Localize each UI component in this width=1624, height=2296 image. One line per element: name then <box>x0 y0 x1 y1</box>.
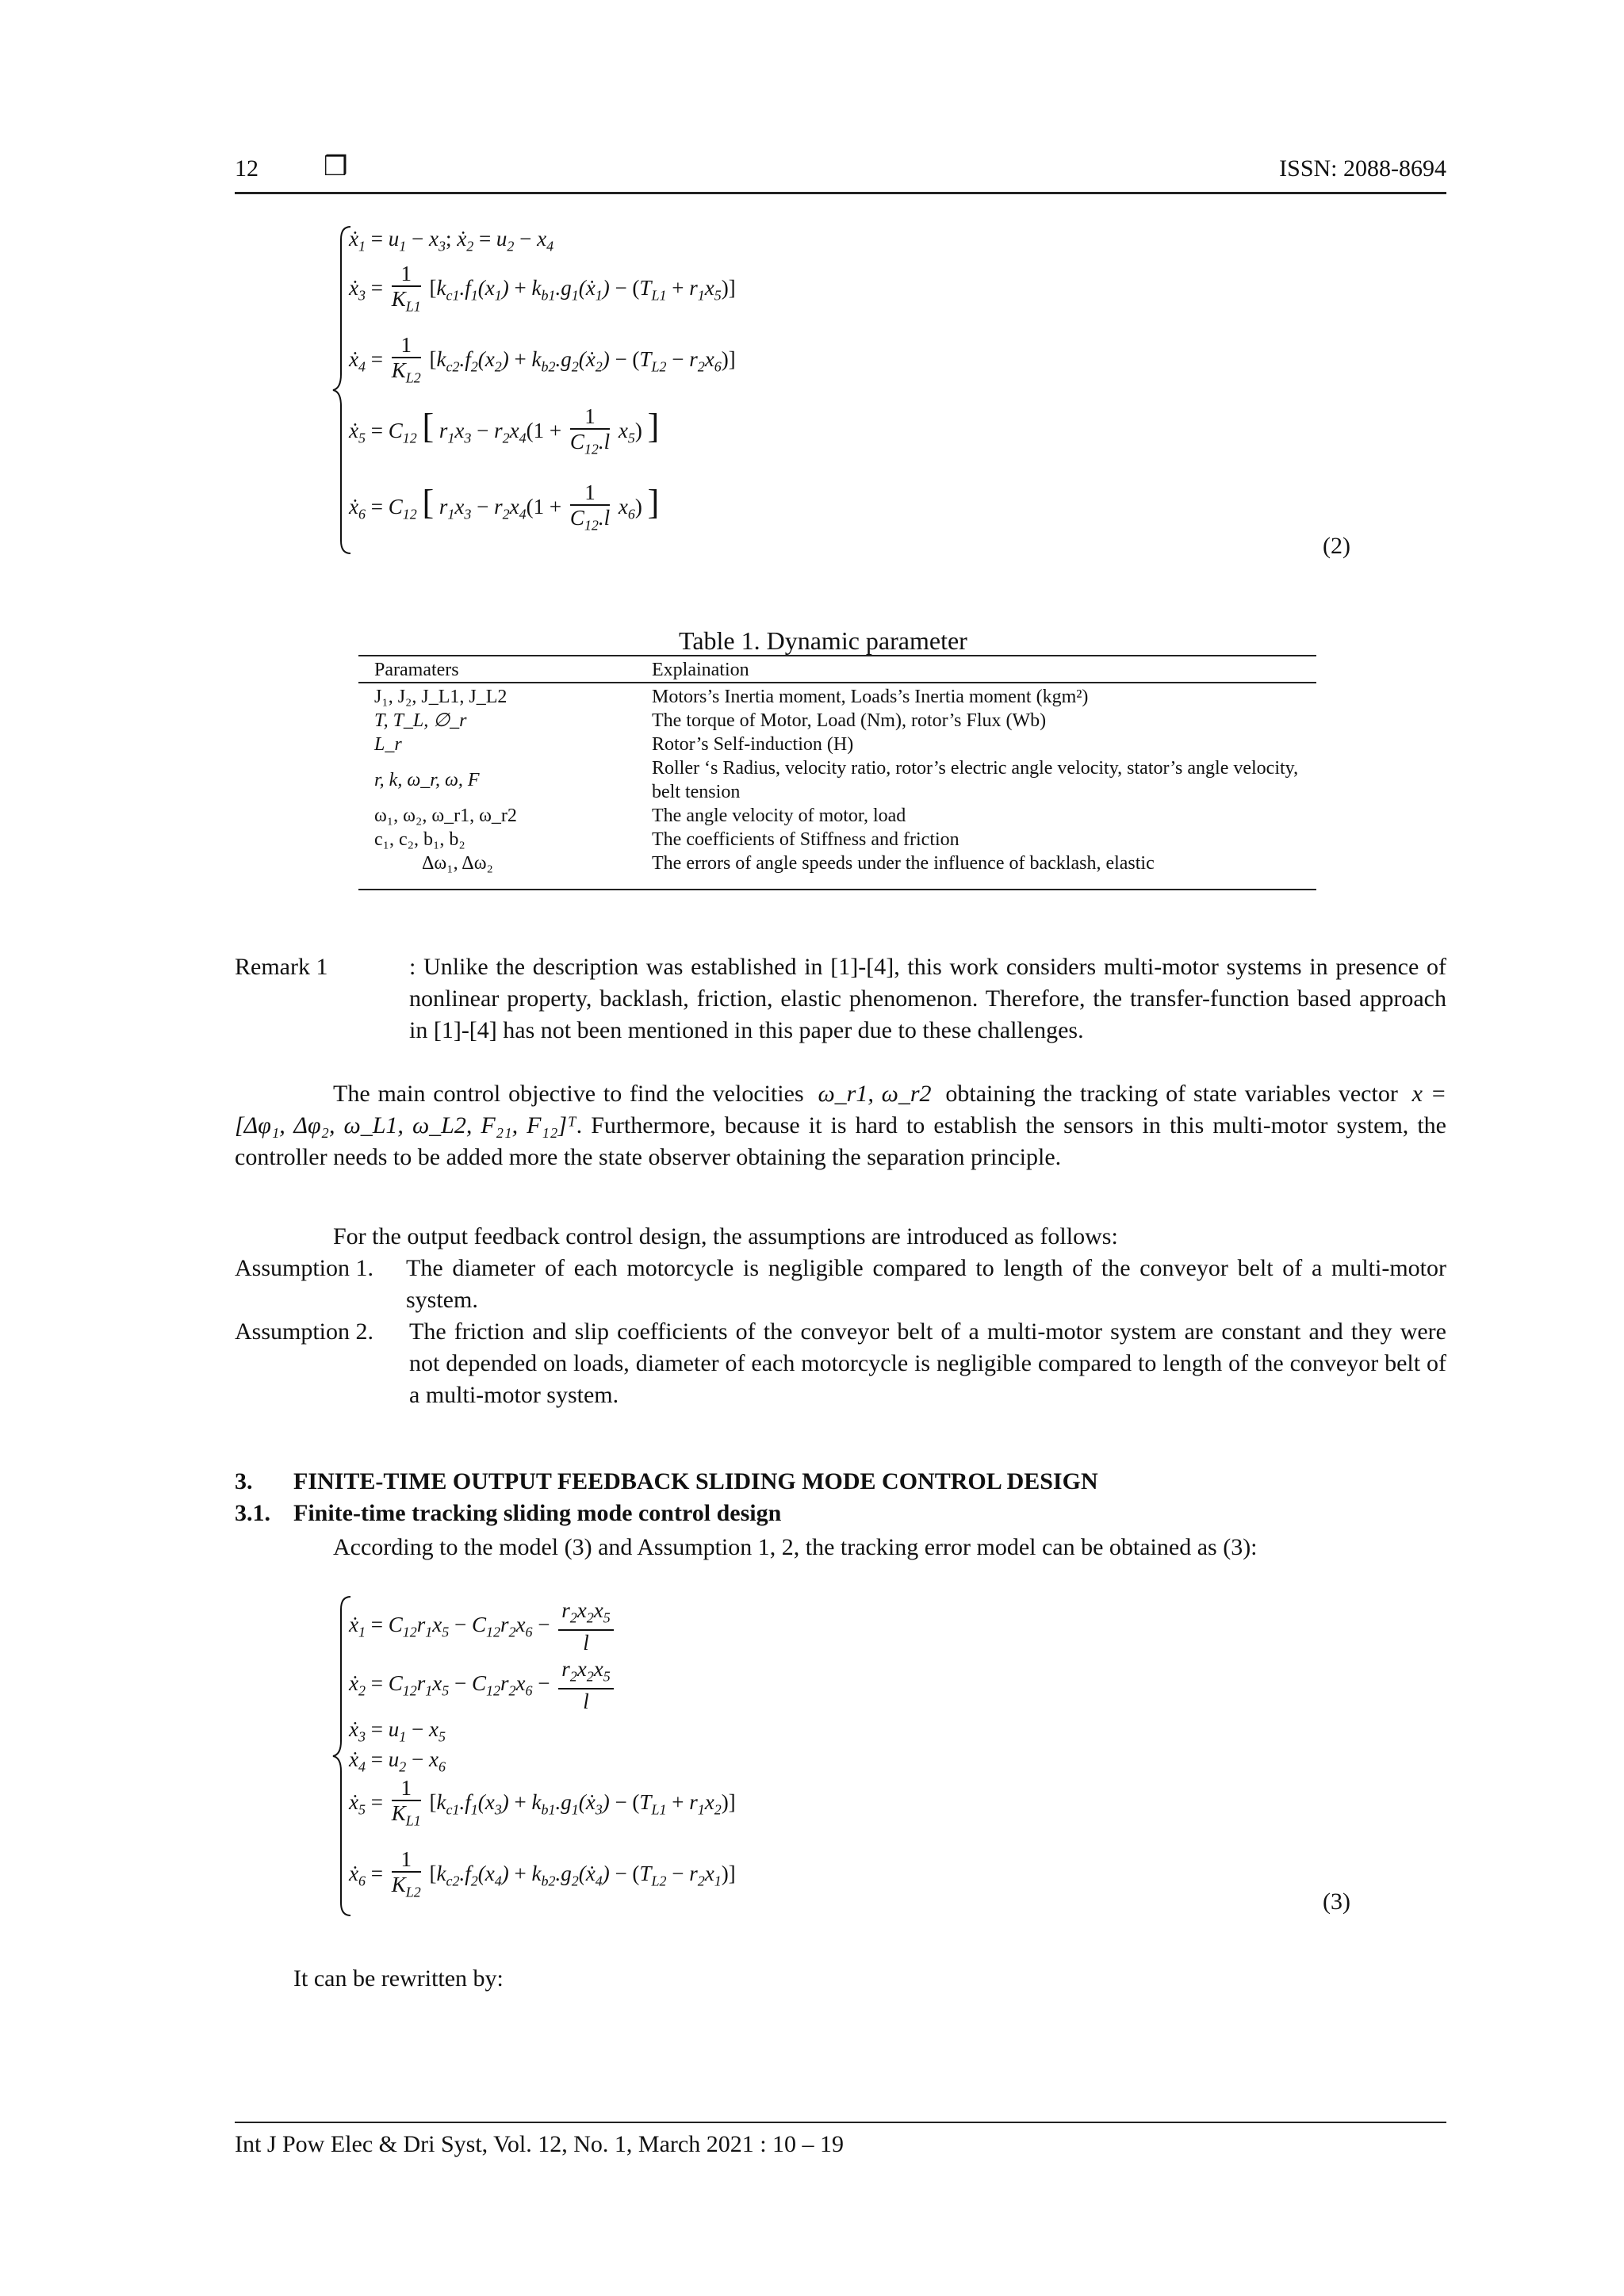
eq3-line-4: ẋ$_4$ = $u_2 - x_6$ <box>349 1747 446 1775</box>
table-header-row <box>366 658 1316 682</box>
assumption-2-text: The friction and slip coefficients of the conveyor belt of a multi-motor system are constant and they were not depended on loads, diameter of each motorcycle is negligible compared to length of the conveyor belt of a multi-motor system. <box>409 1318 1446 1408</box>
table-cell-param: J₁, J₂, J_L1, J_L2 <box>374 687 508 707</box>
table-cell-param: c₁, c₂, b₁, b₂ <box>374 829 465 850</box>
table-cell-param: L_r <box>374 734 402 755</box>
eq3-line-5: ẋ$_5$ = $\frac{1}{K_{L1}}$ [$k_{c1}.f_1(x_3)$ + $k_{b1}.g_1(ẋ_3) - (T_{L1} + r_1x_2)$] <box>349 1776 736 1829</box>
remark-text: : Unlike the description was established in [1]-[4], this work considers multi-motor systems in presence of nonlinear property, backlash, friction, elastic phenomenon. Therefore, the transfer-function based approach in [1]-[4] has not been mentioned in this paper due to these challenges. <box>409 954 1446 1043</box>
objective-paragraph <box>235 1078 1446 1173</box>
box-icon: ❒ <box>324 152 348 182</box>
table-row <box>366 709 1316 733</box>
objective-vector: x = [Δφ₁, Δφ₂, ω_L1, ω_L2, F₂₁, F₁₂]ᵀ <box>235 1081 1447 1138</box>
footer-rule <box>235 2122 1446 2123</box>
remark-label: Remark 1 <box>235 954 328 980</box>
footer-citation: Int J Pow Elec & Dri Syst, Vol. 12, No. 1, March 2021 : 10 – 19 <box>235 2131 845 2157</box>
eq2-line-2: ẋ$_3$ = $\frac{1}{K_{L1}}$ [$k_{c1}.f_1(x_1)$ + $k_{b1}.g_1(ẋ_1) - (T_{L1} + r_1x_5)$] <box>349 262 736 315</box>
table-cell-param: Δω₁, Δω₂ <box>422 853 493 874</box>
table-bottom-rule <box>358 889 1316 890</box>
table-row <box>366 733 1316 756</box>
section-3-number: 3. <box>235 1468 253 1494</box>
objective-part1: The main control objective to find the velocities <box>333 1081 804 1107</box>
table-1-caption: Table 1. Dynamic parameter <box>679 626 967 655</box>
table-row <box>366 685 1316 709</box>
section-3-1-intro: According to the model (3) and Assumption 1, 2, the tracking error model can be obtained as (3): <box>333 1534 1258 1560</box>
table-cell-explain: The angle velocity of motor, load <box>652 806 906 826</box>
page-number: 12 <box>235 155 259 182</box>
assumptions-intro: For the output feedback control design, the assumptions are introduced as follows: <box>333 1223 1118 1249</box>
table-cell-explain: The torque of Motor, Load (Nm), rotor’s Flux (Wb) <box>652 710 1047 731</box>
table-cell-explain: Rotor’s Self-induction (H) <box>652 734 854 755</box>
assumption-2-label: Assumption 2. <box>235 1318 374 1345</box>
table-row <box>366 804 1316 828</box>
assumption-1-text: The diameter of each motorcycle is negligible compared to length of the conveyor belt of a multi-motor system. <box>406 1255 1446 1313</box>
eq2-line-3: ẋ$_4$ = $\frac{1}{K_{L2}}$ [$k_{c2}.f_2(x_2)$ + $k_{b2}.g_2(ẋ_2) - (T_{L2} - r_2x_6)$] <box>349 333 736 386</box>
header-rule <box>235 192 1446 194</box>
assumption-1-label: Assumption 1. <box>235 1255 374 1281</box>
table-cell-explain: The coefficients of Stiffness and friction <box>652 829 959 850</box>
table-cell-param: ω₁, ω₂, ω_r1, ω_r2 <box>374 806 517 826</box>
table-row <box>366 756 1316 804</box>
table-1 <box>366 658 1316 875</box>
section-3-1-title: Finite-time tracking sliding mode control design <box>293 1500 782 1526</box>
eq2-line-5: ẋ$_6$ = $C_{12}$ [ $r_1x_3 - r_2x_4(1$ + $\frac{1}{C_{12}.l}$ $x_6$) ] <box>349 480 660 534</box>
closing-text: It can be rewritten by: <box>293 1965 504 1992</box>
table-cell-explain: Roller ‘s Radius, velocity ratio, rotor’s electric angle velocity, stator’s angle velocity, belt tension <box>652 758 1299 802</box>
equation-2-number: (2) <box>1323 533 1350 559</box>
eq3-line-1: ẋ$_1$ = $C_{12}r_1x_5 - C_{12}r_2x_6$ − $\frac{r_2x_2x_5}{l}$ <box>349 1598 617 1655</box>
table-cell-explain: The errors of angle speeds under the influence of backlash, elastic <box>652 853 1155 874</box>
eq2-line-1: ẋ$_1$ = $u_1 - x_3$; ẋ$_2$ = $u_2 - x_4$ <box>349 227 554 254</box>
table-top-rule <box>358 655 1316 656</box>
eq3-line-2: ẋ$_2$ = $C_{12}r_1x_5 - C_{12}r_2x_6$ − $\frac{r_2x_2x_5}{l}$ <box>349 1657 617 1713</box>
eq3-line-3: ẋ$_3$ = $u_1 - x_5$ <box>349 1717 446 1745</box>
objective-part3: . Furthermore, because it is hard to establish the sensors in this multi-motor system, the controller needs to be added more the state observer obtaining the separation principle. <box>235 1112 1446 1170</box>
table-cell-param: r, k, ω_r, ω, F <box>374 770 480 790</box>
eq2-line-4: ẋ$_5$ = $C_{12}$ [ $r_1x_3 - r_2x_4(1$ + $\frac{1}{C_{12}.l}$ $x_5$) ] <box>349 404 660 457</box>
objective-part2: obtaining the tracking of state variables vector <box>945 1081 1398 1107</box>
table-row <box>366 828 1316 851</box>
table-row <box>366 851 1316 875</box>
journal-issn: ISSN: 2088-8694 <box>1279 155 1446 182</box>
section-3-1-number: 3.1. <box>235 1500 270 1526</box>
table-header-explain: Explaination <box>652 660 749 680</box>
table-cell-param: T, T_L, ∅_r <box>374 710 467 731</box>
eq3-line-6: ẋ$_6$ = $\frac{1}{K_{L2}}$ [$k_{c2}.f_2(x_4)$ + $k_{b2}.g_2(ẋ_4) - (T_{L2} - r_2x_1)$] <box>349 1847 736 1900</box>
objective-velocities: ω_r1, ω_r2 <box>818 1081 932 1107</box>
table-cell-explain: Motors’s Inertia moment, Loads’s Inertia moment (kgm²) <box>652 687 1089 707</box>
equation-3-number: (3) <box>1323 1888 1350 1915</box>
section-3-title: FINITE-TIME OUTPUT FEEDBACK SLIDING MODE CONTROL DESIGN <box>293 1468 1098 1494</box>
table-header-param: Paramaters <box>374 660 459 680</box>
